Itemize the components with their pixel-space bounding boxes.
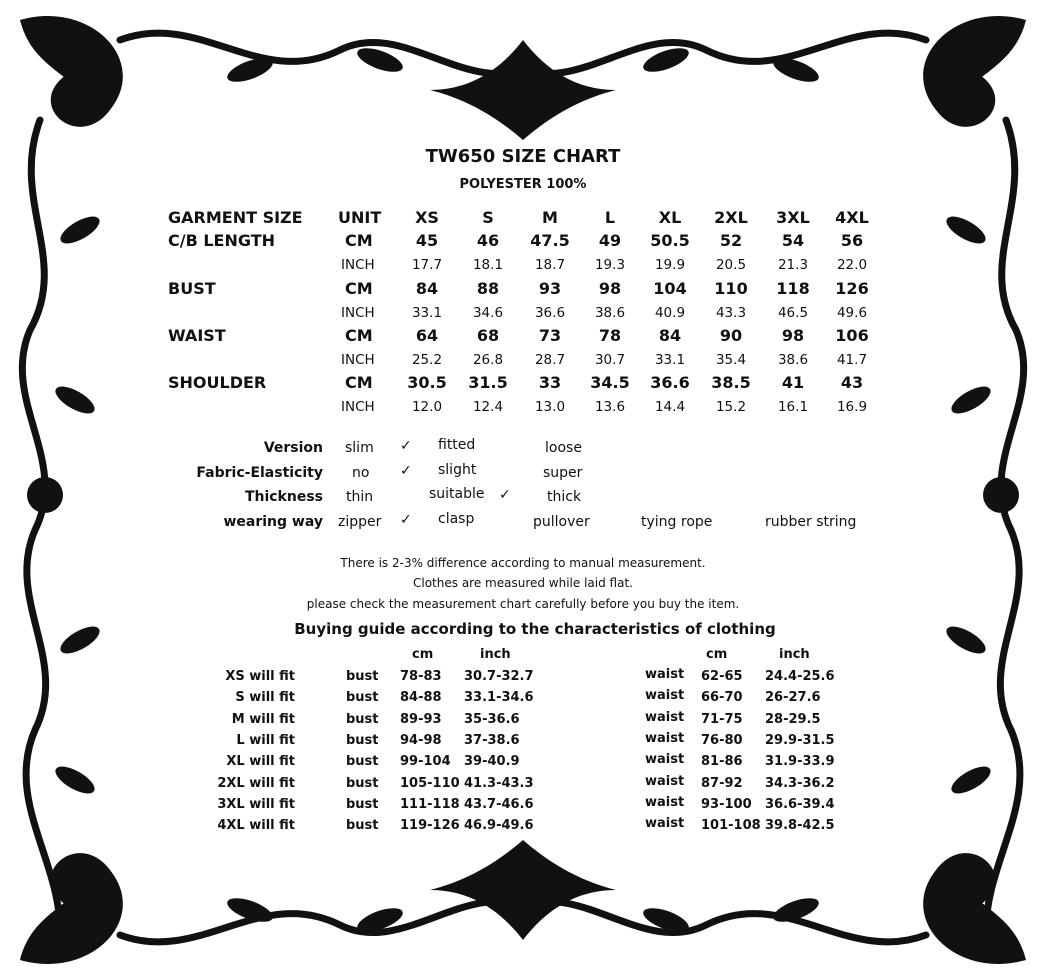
waist-cm-range: 101-108	[701, 818, 761, 834]
cm-value: 84	[658, 326, 682, 345]
waist-cm-range: 93-100	[701, 796, 752, 812]
bust-cm-header: cm	[412, 647, 434, 662]
cm-value: 46	[476, 231, 500, 250]
cm-value: 78	[598, 326, 622, 345]
waist-label: waist	[645, 688, 685, 704]
measurement-label: BUST	[168, 279, 216, 298]
fit-label: M will fit	[231, 711, 295, 727]
waist-label: waist	[645, 773, 685, 789]
cm-value: 33	[538, 373, 562, 392]
inch-value: 15.2	[715, 399, 747, 415]
waist-cm-range: 87-92	[701, 775, 743, 791]
cm-value: 43	[840, 373, 864, 392]
cm-value: 106	[835, 326, 869, 345]
buying-guide-title: Buying guide according to the characteristics of clothing	[294, 620, 776, 638]
bust-label: bust	[346, 796, 379, 812]
bust-label: bust	[346, 754, 379, 770]
inch-value: 13.0	[534, 399, 566, 415]
cm-value: 30.5	[407, 373, 447, 392]
waist-inch-range: 31.9-33.9	[765, 754, 835, 770]
inch-value: 36.6	[534, 305, 566, 321]
cm-value: 98	[598, 279, 622, 298]
attribute-option: suitable	[429, 486, 485, 502]
fit-label: 3XL will fit	[217, 796, 295, 812]
waist-cm-range: 76-80	[701, 732, 743, 748]
cm-value: 50.5	[650, 231, 690, 250]
cm-value: 73	[538, 326, 562, 345]
attribute-option: pullover	[533, 514, 590, 530]
waist-inch-header: inch	[779, 647, 810, 662]
unit-inch: INCH	[341, 305, 375, 321]
waist-label: waist	[645, 816, 685, 832]
bust-inch-range: 33.1-34.6	[464, 690, 534, 706]
inch-value: 22.0	[836, 257, 868, 273]
unit-inch: INCH	[341, 257, 375, 273]
attribute-option: fitted	[438, 437, 476, 453]
cm-value: 98	[781, 326, 805, 345]
unit-cm: CM	[345, 373, 373, 392]
attribute-option: slim	[345, 440, 374, 456]
cm-value: 104	[653, 279, 687, 298]
size-header: 4XL	[835, 208, 869, 227]
bust-cm-range: 99-104	[400, 754, 451, 770]
size-header: M	[542, 208, 558, 227]
waist-label: waist	[645, 709, 685, 725]
waist-cm-range: 62-65	[701, 669, 743, 684]
inch-value: 25.2	[411, 352, 443, 368]
cm-value: 54	[781, 231, 805, 250]
attribute-option: thick	[547, 489, 582, 505]
cm-value: 49	[598, 231, 622, 250]
attribute-option: super	[543, 465, 583, 481]
waist-cm-range: 71-75	[701, 711, 743, 727]
waist-cm-header: cm	[706, 647, 728, 662]
inch-value: 41.7	[836, 352, 868, 368]
waist-label: waist	[645, 752, 685, 768]
attribute-option: thin	[346, 489, 374, 505]
cm-value: 47.5	[530, 231, 570, 250]
fit-label: 4XL will fit	[217, 818, 295, 834]
inch-value: 30.7	[594, 352, 626, 368]
page-title: TW650 SIZE CHART	[425, 146, 621, 167]
attribute-option: rubber string	[765, 514, 857, 530]
waist-inch-range: 36.6-39.4	[765, 796, 835, 812]
bust-cm-range: 89-93	[400, 711, 442, 727]
waist-inch-range: 29.9-31.5	[765, 732, 835, 748]
unit-inch: INCH	[341, 352, 375, 368]
bust-inch-range: 46.9-49.6	[464, 818, 534, 834]
page-subtitle: POLYESTER 100%	[459, 177, 587, 192]
fit-label: L will fit	[236, 732, 295, 748]
attribute-option: tying rope	[641, 514, 713, 530]
inch-value: 26.8	[472, 352, 504, 368]
cm-value: 52	[719, 231, 743, 250]
cm-value: 68	[476, 326, 500, 345]
check-mark-icon: ✓	[400, 512, 412, 528]
inch-value: 12.4	[472, 399, 504, 415]
cm-value: 36.6	[650, 373, 690, 392]
inch-value: 28.7	[534, 352, 566, 368]
inch-value: 38.6	[777, 352, 809, 368]
measurement-note: There is 2-3% difference according to manual measurement.	[340, 556, 706, 570]
bust-inch-range: 35-36.6	[464, 711, 520, 727]
bust-label: bust	[346, 669, 379, 684]
cm-value: 93	[538, 279, 562, 298]
fit-label: XS will fit	[225, 669, 295, 684]
unit-header: UNIT	[338, 208, 382, 227]
waist-inch-range: 28-29.5	[765, 711, 821, 727]
cm-value: 84	[415, 279, 439, 298]
bust-inch-range: 30.7-32.7	[464, 669, 534, 684]
bust-label: bust	[346, 690, 379, 706]
measurement-note: Clothes are measured while laid flat.	[413, 576, 633, 590]
attribute-option: slight	[438, 462, 477, 478]
cm-value: 88	[476, 279, 500, 298]
measurement-label: C/B LENGTH	[168, 231, 276, 250]
unit-inch: INCH	[341, 399, 375, 415]
unit-cm: CM	[345, 279, 373, 298]
attribute-label: Fabric-Elasticity	[196, 465, 323, 481]
cm-value: 64	[415, 326, 439, 345]
bust-label: bust	[346, 775, 379, 791]
check-mark-icon: ✓	[499, 487, 511, 503]
measurement-label: SHOULDER	[168, 373, 267, 392]
bust-inch-range: 43.7-46.6	[464, 796, 534, 812]
cm-value: 110	[714, 279, 748, 298]
bust-inch-range: 41.3-43.3	[464, 775, 534, 791]
bust-inch-range: 37-38.6	[464, 732, 520, 748]
attribute-option: zipper	[338, 514, 382, 530]
cm-value: 126	[835, 279, 869, 298]
inch-value: 33.1	[654, 352, 686, 368]
unit-cm: CM	[345, 326, 373, 345]
attribute-label: Version	[263, 440, 323, 456]
waist-label: waist	[645, 794, 685, 810]
inch-value: 40.9	[654, 305, 686, 321]
measurement-note: please check the measurement chart carefully before you buy the item.	[306, 597, 740, 611]
waist-cm-range: 66-70	[701, 690, 743, 706]
inch-value: 18.1	[472, 257, 504, 273]
waist-inch-range: 24.4-25.6	[765, 669, 835, 684]
inch-value: 14.4	[654, 399, 686, 415]
check-mark-icon: ✓	[400, 438, 412, 454]
size-header: S	[482, 208, 494, 227]
bust-cm-range: 84-88	[400, 690, 442, 706]
fit-label: 2XL will fit	[217, 775, 295, 791]
cm-value: 118	[776, 279, 810, 298]
cm-value: 41	[781, 373, 805, 392]
bust-cm-range: 94-98	[400, 732, 442, 748]
inch-value: 34.6	[472, 305, 504, 321]
cm-value: 45	[415, 231, 439, 250]
cm-value: 31.5	[468, 373, 508, 392]
inch-value: 33.1	[411, 305, 443, 321]
cm-value: 38.5	[711, 373, 751, 392]
size-header: XL	[658, 208, 682, 227]
attribute-option: no	[352, 465, 370, 481]
size-header: 2XL	[714, 208, 748, 227]
inch-value: 19.3	[594, 257, 626, 273]
inch-value: 21.3	[777, 257, 809, 273]
waist-inch-range: 26-27.6	[765, 690, 821, 706]
unit-cm: CM	[345, 231, 373, 250]
size-header: XS	[415, 208, 439, 227]
check-mark-icon: ✓	[400, 463, 412, 479]
attribute-label: Thickness	[244, 489, 323, 505]
size-header: 3XL	[776, 208, 810, 227]
garment-size-header: GARMENT SIZE	[168, 208, 303, 227]
bust-label: bust	[346, 732, 379, 748]
bust-cm-range: 111-118	[400, 796, 460, 812]
fit-label: XL will fit	[226, 754, 295, 770]
bust-inch-range: 39-40.9	[464, 754, 520, 770]
bust-label: bust	[346, 711, 379, 727]
inch-value: 20.5	[715, 257, 747, 273]
waist-label: waist	[645, 667, 685, 682]
inch-value: 46.5	[777, 305, 809, 321]
inch-value: 16.1	[777, 399, 809, 415]
inch-value: 12.0	[411, 399, 443, 415]
attribute-option: clasp	[438, 511, 475, 527]
bust-cm-range: 78-83	[400, 669, 442, 684]
size-header: L	[604, 208, 616, 227]
inch-value: 19.9	[654, 257, 686, 273]
bust-label: bust	[346, 818, 379, 834]
cm-value: 34.5	[590, 373, 630, 392]
cm-value: 90	[719, 326, 743, 345]
attribute-label: wearing way	[223, 514, 323, 530]
inch-value: 43.3	[715, 305, 747, 321]
bust-inch-header: inch	[480, 647, 511, 662]
inch-value: 18.7	[534, 257, 566, 273]
inch-value: 49.6	[836, 305, 868, 321]
bust-cm-range: 119-126	[400, 818, 460, 834]
bust-cm-range: 105-110	[400, 775, 460, 791]
inch-value: 13.6	[594, 399, 626, 415]
waist-cm-range: 81-86	[701, 754, 743, 770]
waist-inch-range: 39.8-42.5	[765, 818, 835, 834]
waist-label: waist	[645, 730, 685, 746]
measurement-label: WAIST	[168, 326, 226, 345]
fit-label: S will fit	[235, 690, 295, 706]
inch-value: 17.7	[411, 257, 443, 273]
inch-value: 35.4	[715, 352, 747, 368]
attribute-option: loose	[545, 440, 582, 456]
cm-value: 56	[840, 231, 864, 250]
inch-value: 38.6	[594, 305, 626, 321]
inch-value: 16.9	[836, 399, 868, 415]
waist-inch-range: 34.3-36.2	[765, 775, 835, 791]
